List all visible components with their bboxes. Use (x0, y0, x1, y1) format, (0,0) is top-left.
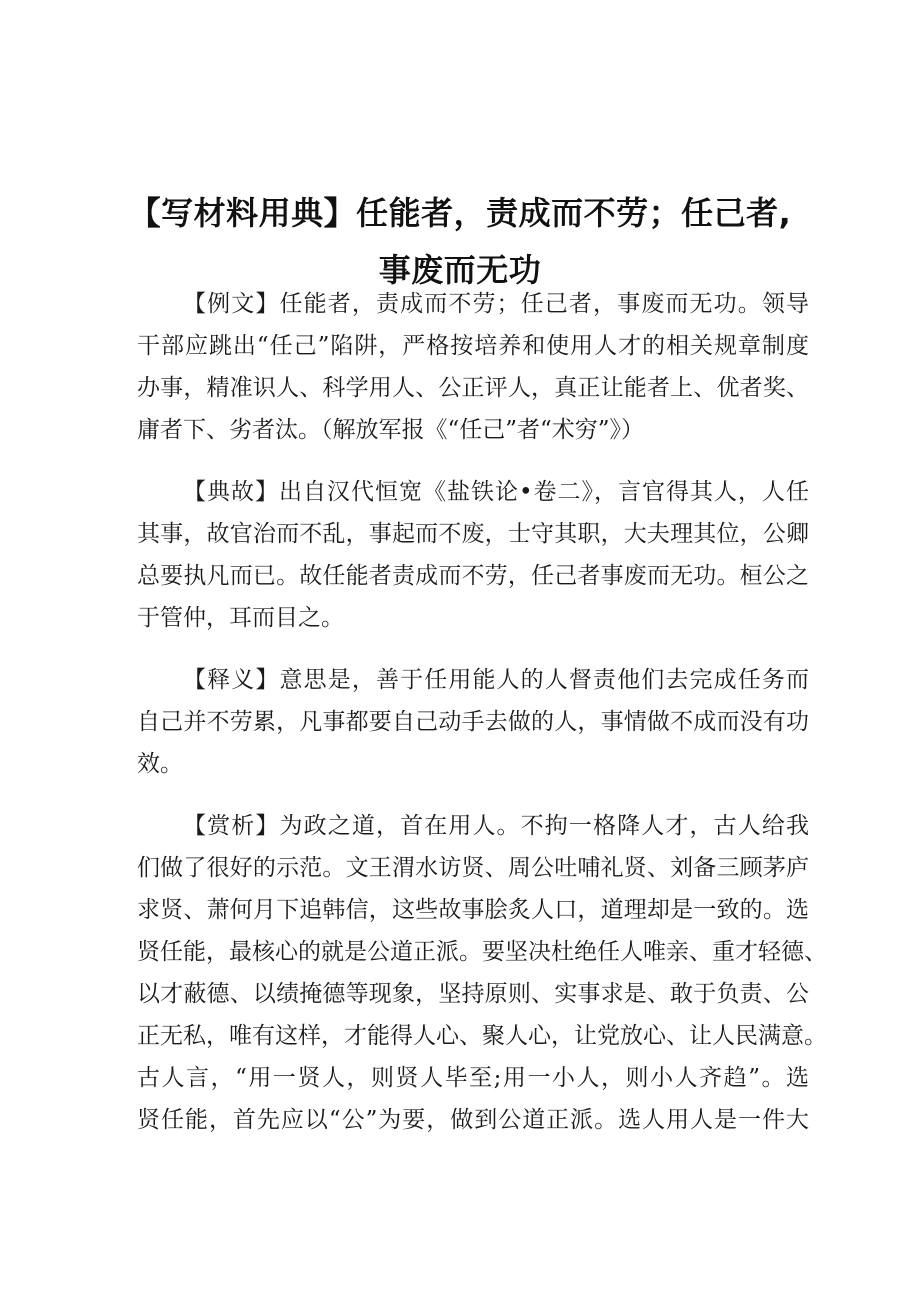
text-line: 【典故】出自汉代恒宽《盐铁论•卷二》，言官得其人，人任 (183, 479, 809, 505)
document-title (100, 185, 820, 299)
text-line: 庸者下、劣者汰。（解放军报《“任己”者“术穷”》） (137, 417, 645, 443)
text-line: 其事，故官治而不乱，事起而不废，士守其职，大夫理其位，公卿 (137, 521, 809, 547)
paragraph-allusion (137, 471, 809, 639)
text-line: 办事，精准识人、科学用人、公正评人，真正让能者上、优者奖、 (137, 375, 809, 401)
text-line: 总要执凡而已。故任能者责成而不劳，任己者事废而无功。桓公之 (137, 563, 809, 589)
text-line: 于管仲，耳而目之。 (137, 605, 344, 631)
text-line: 【例文】任能者，责成而不劳；任己者，事废而无功。领导 (183, 291, 809, 317)
text-line: 干部应跳出“任己”陷阱，严格按培养和使用人才的相关规章制度 (137, 333, 809, 359)
text-line: 正无私，唯有这样，才能得人心、聚人心，让党放心、让人民满意。 (137, 1023, 827, 1049)
paragraph-example (137, 283, 809, 451)
paragraph-appreciation (137, 805, 827, 1141)
text-line: 们做了很好的示范。文王渭水访贤、周公吐哺礼贤、刘备三顾茅庐 (137, 855, 809, 881)
text-line: 古人言，“用一贤人，则贤人毕至;用一小人，则小人齐趋”。选 (137, 1065, 809, 1091)
document-body (137, 283, 827, 1161)
title-line: 【写材料用典】任能者，责成而不劳；任己者, (128, 194, 792, 232)
title-line: 事废而无功 (378, 251, 542, 289)
text-line: 以才蔽德、以绩掩德等现象，坚持原则、实事求是、敢于负责、公 (137, 981, 809, 1007)
text-line: 自己并不劳累，凡事都要自己动手去做的人，事情做不成而没有功 (137, 709, 809, 735)
text-line: 贤任能，最核心的就是公道正派。要坚决杜绝任人唯亲、重才轻德、 (137, 939, 827, 965)
text-line: 【释义】意思是，善于任用能人的人督责他们去完成任务而 (183, 667, 809, 693)
text-line: 求贤、萧何月下追韩信，这些故事脍炙人口，道理却是一致的。选 (137, 897, 809, 923)
text-line: 贤任能，首先应以“公”为要，做到公道正派。选人用人是一件大 (137, 1107, 809, 1133)
paragraph-meaning (137, 659, 809, 785)
text-line: 【赏析】为政之道，首在用人。不拘一格降人才，古人给我 (183, 813, 809, 839)
text-line: 效。 (137, 751, 183, 777)
